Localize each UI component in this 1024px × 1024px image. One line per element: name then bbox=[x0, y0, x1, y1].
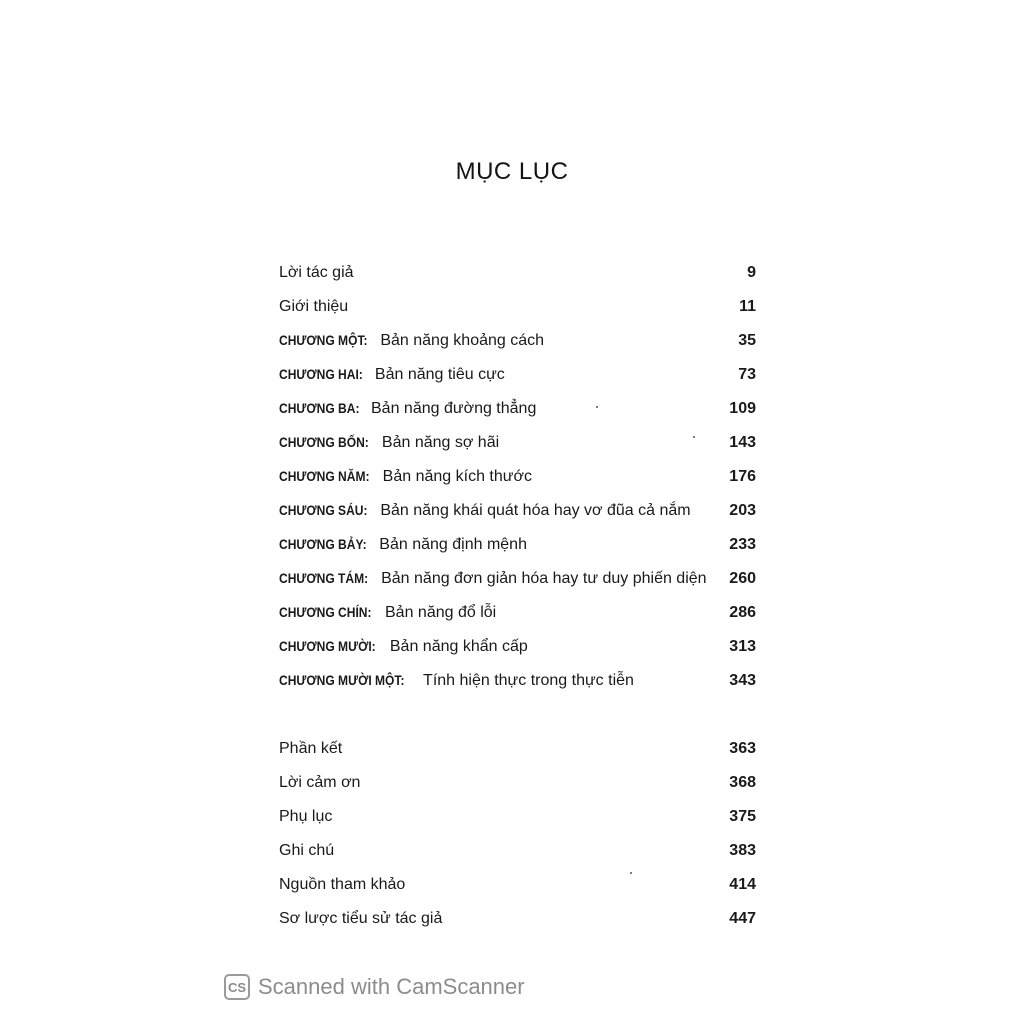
page-number: 363 bbox=[729, 740, 756, 757]
scan-speck bbox=[596, 406, 598, 408]
toc-entry-title bbox=[279, 876, 405, 894]
toc-entry bbox=[279, 604, 756, 638]
page-title: MỤC LỤC bbox=[455, 158, 569, 185]
chapter-title: Bản năng tiêu cực bbox=[370, 366, 505, 383]
toc-entry-title bbox=[279, 910, 442, 928]
toc-entry-title bbox=[279, 434, 499, 452]
toc-entry bbox=[279, 672, 756, 706]
page-number: 383 bbox=[729, 842, 756, 859]
chapter-number: CHƯƠNG MƯỜI: bbox=[279, 638, 376, 654]
toc-entry bbox=[279, 808, 756, 842]
toc-entry-title bbox=[279, 332, 544, 350]
toc-entry bbox=[279, 434, 756, 468]
page-number: 233 bbox=[729, 536, 756, 553]
toc-entry-title bbox=[279, 298, 348, 316]
toc-entry-title bbox=[279, 570, 707, 588]
page-number: 368 bbox=[729, 774, 756, 791]
page-number: 286 bbox=[729, 604, 756, 621]
chapter-title: Bản năng đổ lỗi bbox=[380, 604, 497, 621]
watermark-text: Scanned with CamScanner bbox=[258, 974, 525, 999]
toc-entry bbox=[279, 332, 756, 366]
page-number: 375 bbox=[729, 808, 756, 825]
chapter-number: CHƯƠNG TÁM: bbox=[279, 570, 369, 586]
chapter-title: Nguồn tham khảo bbox=[279, 876, 406, 893]
chapter-title: Ghi chú bbox=[279, 842, 335, 859]
toc-entry-title bbox=[279, 468, 532, 486]
chapter-number: CHƯƠNG SÁU: bbox=[279, 502, 368, 518]
page-number: 414 bbox=[729, 876, 756, 893]
page-number: 313 bbox=[729, 638, 756, 655]
toc-entry-title bbox=[279, 638, 528, 656]
chapter-number: CHƯƠNG BA: bbox=[279, 400, 360, 416]
chapter-title: Bản năng đường thẳng bbox=[366, 400, 537, 417]
toc-entry bbox=[279, 468, 756, 502]
chapter-number: CHƯƠNG CHÍN: bbox=[279, 604, 372, 620]
toc-entry-title bbox=[279, 842, 334, 860]
toc-entry-title bbox=[279, 536, 527, 554]
table-of-contents-main bbox=[279, 264, 756, 706]
chapter-number: CHƯƠNG HAI: bbox=[279, 366, 363, 382]
table-of-contents-back-matter bbox=[279, 740, 756, 944]
toc-entry-title bbox=[279, 264, 354, 282]
page-number: 73 bbox=[738, 366, 756, 383]
toc-entry-title bbox=[279, 740, 342, 758]
toc-entry-title bbox=[279, 774, 360, 792]
scan-speck bbox=[630, 872, 632, 874]
chapter-title: Phụ lục bbox=[279, 808, 333, 825]
page-number: 35 bbox=[738, 332, 756, 349]
toc-entry-title bbox=[279, 808, 332, 826]
chapter-title: Phần kết bbox=[279, 740, 343, 757]
toc-entry bbox=[279, 638, 756, 672]
page-number: 447 bbox=[729, 910, 756, 927]
toc-entry bbox=[279, 570, 756, 604]
chapter-number: CHƯƠNG MỘT: bbox=[279, 332, 368, 348]
toc-entry bbox=[279, 264, 756, 298]
chapter-title: Bản năng khái quát hóa hay vơ đũa cả nắm bbox=[375, 502, 691, 519]
chapter-title: Tính hiện thực trong thực tiễn bbox=[418, 672, 634, 689]
toc-entry bbox=[279, 740, 756, 774]
toc-entry bbox=[279, 876, 756, 910]
toc-entry bbox=[279, 536, 756, 570]
chapter-number: CHƯƠNG MƯỜI MỘT: bbox=[279, 672, 405, 688]
chapter-title: Bản năng khẩn cấp bbox=[385, 638, 528, 655]
page-number: 343 bbox=[729, 672, 756, 689]
chapter-title: Lời cảm ơn bbox=[279, 774, 361, 791]
page-number: 176 bbox=[729, 468, 756, 485]
chapter-title: Bản năng sợ hãi bbox=[377, 434, 500, 451]
toc-entry-title bbox=[279, 604, 496, 622]
toc-entry bbox=[279, 774, 756, 808]
chapter-number: CHƯƠNG NĂM: bbox=[279, 468, 370, 484]
page-number: 260 bbox=[729, 570, 756, 587]
toc-entry bbox=[279, 298, 756, 332]
page-number: 203 bbox=[729, 502, 756, 519]
chapter-title: Lời tác giả bbox=[279, 264, 354, 281]
chapter-title: Bản năng khoảng cách bbox=[375, 332, 545, 349]
page-number: 9 bbox=[747, 264, 756, 281]
page-number: 143 bbox=[729, 434, 756, 451]
toc-entry-title bbox=[279, 672, 634, 690]
chapter-title: Bản năng đơn giản hóa hay tư duy phiến diện bbox=[376, 570, 707, 587]
chapter-title: Bản năng kích thước bbox=[378, 468, 532, 485]
toc-entry-title bbox=[279, 366, 505, 384]
toc-entry-title bbox=[279, 502, 691, 520]
camscanner-logo-icon: CS bbox=[224, 974, 250, 1000]
toc-entry bbox=[279, 502, 756, 536]
chapter-title: Giới thiệu bbox=[279, 298, 349, 315]
page-number: 11 bbox=[739, 298, 756, 315]
toc-entry bbox=[279, 910, 756, 944]
chapter-number: CHƯƠNG BẢY: bbox=[279, 536, 367, 552]
scan-speck bbox=[693, 436, 695, 438]
chapter-title: Sơ lược tiểu sử tác giả bbox=[279, 910, 443, 927]
page-number: 109 bbox=[729, 400, 756, 417]
toc-entry bbox=[279, 366, 756, 400]
chapter-title: Bản năng định mệnh bbox=[374, 536, 527, 553]
scanner-watermark bbox=[224, 974, 525, 1000]
toc-entry-title bbox=[279, 400, 536, 418]
chapter-number: CHƯƠNG BỐN: bbox=[279, 434, 369, 450]
toc-entry bbox=[279, 400, 756, 434]
toc-entry bbox=[279, 842, 756, 876]
